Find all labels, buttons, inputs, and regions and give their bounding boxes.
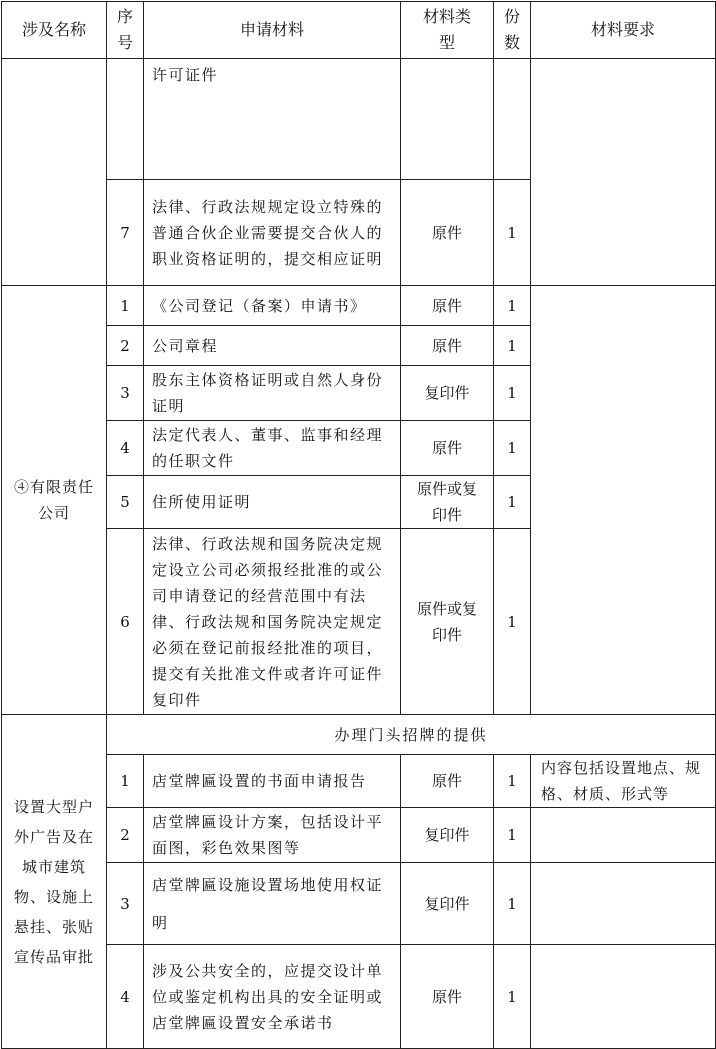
row-material: 法律、行政法规和国务院决定规定设立公司必须报经批准的或公司申请登记的经营范围中有法律、行政法规和国务院决定规定必须在登记前报经批准的项目，提交有关批准文件或者许可证件复印件 — [144, 529, 401, 715]
subsection-header: 办理门头招牌的提供 — [107, 715, 716, 755]
row-count: 1 — [494, 180, 531, 286]
table-row — [2, 59, 716, 180]
header-requirement: 材料要求 — [531, 2, 716, 59]
table-row — [2, 945, 716, 1049]
row-requirement — [531, 863, 716, 945]
row-count: 1 — [494, 808, 531, 863]
row-material: 法律、行政法规规定设立特殊的普通合伙企业需要提交合伙人的职业资格证明的，提交相应证明 — [144, 180, 401, 286]
row-count: 1 — [494, 476, 531, 529]
row-requirement — [531, 286, 716, 715]
row-count: 1 — [494, 755, 531, 808]
row-requirement — [531, 945, 716, 1049]
row-type: 原件 — [401, 286, 494, 326]
table-row — [2, 286, 716, 326]
row-material: 许可证件 — [144, 59, 401, 180]
row-number: 1 — [107, 286, 144, 326]
row-type: 原件 — [401, 421, 494, 476]
row-count: 1 — [494, 863, 531, 945]
row-count: 1 — [494, 286, 531, 326]
header-count: 份数 — [494, 2, 531, 59]
table-row — [2, 863, 716, 945]
row-number: 2 — [107, 326, 144, 366]
header-type: 材料类型 — [401, 2, 494, 59]
row-number: 5 — [107, 476, 144, 529]
category-cell: ④有限责任公司 — [2, 286, 107, 715]
row-type: 复印件 — [401, 366, 494, 421]
row-count: 1 — [494, 529, 531, 715]
row-material: 涉及公共安全的，应提交设计单位或鉴定机构出具的安全证明或店堂牌匾设置安全承诺书 — [144, 945, 401, 1049]
row-material: 住所使用证明 — [144, 476, 401, 529]
row-type: 原件或复印件 — [401, 476, 494, 529]
category-cell — [2, 59, 107, 286]
row-count: 1 — [494, 421, 531, 476]
row-number — [107, 59, 144, 180]
header-number: 序号 — [107, 2, 144, 59]
table-row — [2, 755, 716, 808]
row-count: 1 — [494, 945, 531, 1049]
row-number: 1 — [107, 755, 144, 808]
table-header-row — [2, 2, 716, 59]
row-number: 3 — [107, 863, 144, 945]
row-requirement — [531, 59, 716, 286]
row-number: 2 — [107, 808, 144, 863]
row-material: 店堂牌匾设置的书面申请报告 — [144, 755, 401, 808]
row-type: 原件 — [401, 755, 494, 808]
row-type: 原件 — [401, 326, 494, 366]
row-requirement — [531, 808, 716, 863]
table-row — [2, 715, 716, 755]
row-number: 3 — [107, 366, 144, 421]
row-type: 原件 — [401, 180, 494, 286]
row-requirement: 内容包括设置地点、规格、材质、形式等 — [531, 755, 716, 808]
row-material: 《公司登记（备案）申请书》 — [144, 286, 401, 326]
row-type: 复印件 — [401, 863, 494, 945]
row-type — [401, 59, 494, 180]
row-number: 7 — [107, 180, 144, 286]
row-material: 店堂牌匾设施设置场地使用权证明 — [144, 863, 401, 945]
row-number: 4 — [107, 945, 144, 1049]
category-cell: 设置大型户外广告及在城市建筑物、设施上悬挂、张贴宣传品审批 — [2, 715, 107, 1049]
header-material: 申请材料 — [144, 2, 401, 59]
materials-table — [1, 1, 716, 1049]
header-name: 涉及名称 — [2, 2, 107, 59]
row-material: 法定代表人、董事、监事和经理的任职文件 — [144, 421, 401, 476]
row-count: 1 — [494, 326, 531, 366]
row-number: 6 — [107, 529, 144, 715]
row-type: 复印件 — [401, 808, 494, 863]
row-type: 原件或复印件 — [401, 529, 494, 715]
row-material: 股东主体资格证明或自然人身份证明 — [144, 366, 401, 421]
row-material: 店堂牌匾设计方案，包括设计平面图，彩色效果图等 — [144, 808, 401, 863]
row-type: 原件 — [401, 945, 494, 1049]
row-number: 4 — [107, 421, 144, 476]
row-count — [494, 59, 531, 180]
table-row — [2, 808, 716, 863]
row-count: 1 — [494, 366, 531, 421]
row-material: 公司章程 — [144, 326, 401, 366]
